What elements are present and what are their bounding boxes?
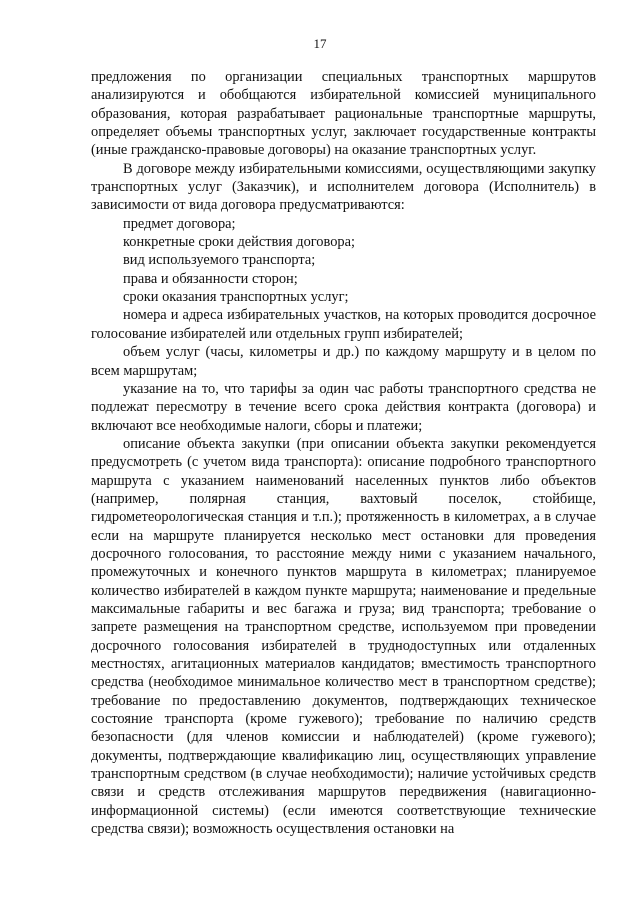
list-item-transport-type: вид используемого транспорта; [123, 252, 316, 269]
document-body [91, 68, 596, 838]
list-item-tariffs: указание на то, что тарифы за один час работы транспортного средства не подлежат пересмотру в течение всего срока действия контракта (договора) и включают все необходимые налоги, сборы и платежи; [91, 380, 596, 434]
paragraph-2: В договоре между избирательными комиссиями, осуществляющими закупку транспортных услуг (Заказчик), и исполнителем договора (Исполнитель) в зависимости от вида договора предусматриваются: [91, 160, 596, 214]
list-item-term: конкретные сроки действия договора; [123, 234, 355, 251]
list-item-procurement-description: описание объекта закупки (при описании объекта закупки рекомендуется предусмотреть (с учетом вида транспорта): описание подробного транспортного маршрута с указанием наименований населенных пунктов либо объектов (например, полярная станция, вахтовый поселок, стойбище, гидрометеорологическая станция и т.п.); протяженность в километрах, а в случае если на маршруте планируется несколько мест остановки для проведения досрочного голосования, то расстояние между ними с указанием начального, промежуточных и конечного пунктов маршрута в километрах; планируемое количество избирателей в каждом пункте маршрута; наименование и предельные максимальные габариты и вес багажа и груза; вид транспорта; требование о запрете размещения на транспортном средстве, используемом при проведении досрочного голосования избирателей в труднодоступных или отдаленных местностях, агитационных материалов кандидатов; вместимость транспортного средства (необходимое минимальное количество мест в транспортном средстве); требование по предоставлению документов, подтверждающих техническое состояние транспорта (кроме гужевого); требование по наличию средств безопасности (для членов комиссии и наблюдателей) (кроме гужевого); документы, подтверждающие квалификацию лиц, осуществляющих управление транспортным средством (в случае необходимости); наличие устойчивых средств связи и средств отслеживания маршрутов передвижения (навигационно-информационной системы) (если имеются соответствующие технические средства связи); возможность осуществления остановки на [91, 435, 596, 838]
list-item-service-dates: сроки оказания транспортных услуг; [123, 289, 349, 306]
list-item-polling-stations: номера и адреса избирательных участков, на которых проводится досрочное голосование избирателей или отдельных групп избирателей; [91, 307, 596, 342]
list-item-subject: предмет договора; [123, 215, 236, 232]
list-item-rights: права и обязанности сторон; [123, 270, 298, 287]
paragraph-1: предложения по организации специальных транспортных маршрутов анализируются и обобщаются избирательной комиссией муниципального образования, которая разрабатывает рациональные транспортные маршруты, определяет объемы транспортных услуг, заключает государственные контракты (иные гражданско-правовые договоры) на оказание транспортных услуг. [91, 69, 596, 159]
list-item-service-volume: объем услуг (часы, километры и др.) по каждому маршруту и в целом по всем маршрутам; [91, 344, 596, 379]
page-number: 17 [313, 36, 327, 51]
